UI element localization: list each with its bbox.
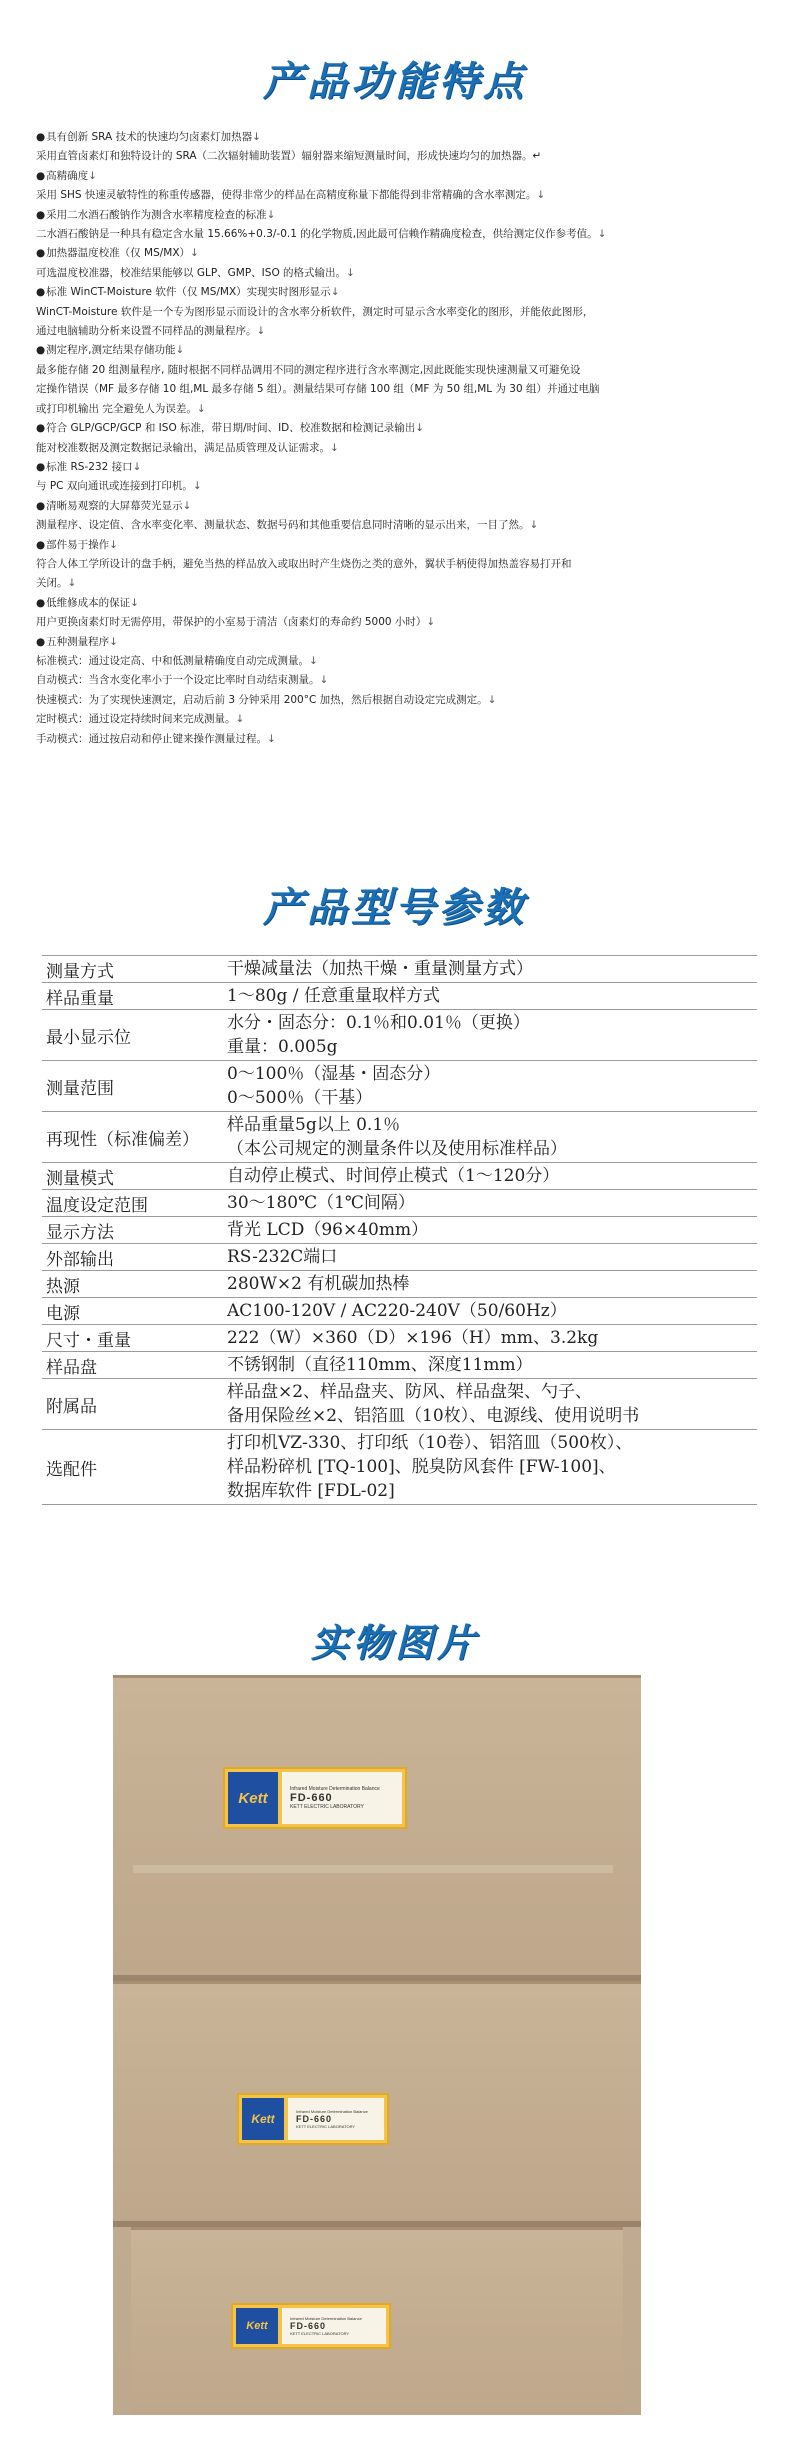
feature-text: 定操作错误（MF 最多存储 10 组,ML 最多存储 5 组）。测量结果可存储 100 组（MF 为 50 组,ML 为 30 组）并通过电脑 (36, 383, 600, 396)
spec-values (227, 1352, 757, 1378)
feature-heading: ● 采用二水酒石酸钠作为测含水率精度检查的标准 ↓ (36, 206, 756, 225)
label-text (282, 2308, 386, 2344)
feature-text: 关闭。 ↓ (36, 574, 756, 593)
spec-value: 不锈钢制（直径110mm、深度11mm） (227, 1355, 533, 1375)
spec-values (227, 956, 757, 982)
feature-text: 标准模式：通过设定高、中和低测量精确度自动完成测量。 ↓ (36, 652, 756, 671)
spec-row (42, 1010, 757, 1061)
spec-key: 再现性（标准偏差） (46, 1129, 199, 1150)
spec-key: 外部输出 (46, 1249, 114, 1270)
spec-row (42, 1190, 757, 1217)
spec-value: （本公司规定的测量条件以及使用标准样品） (227, 1139, 567, 1159)
label-model: FD-660 (296, 2114, 333, 2124)
spec-values (227, 1298, 757, 1324)
spec-row (42, 1163, 757, 1190)
feature-text: 与 PC 双向通讯或连接到打印机。 ↓ (36, 477, 756, 496)
spec-value: 222（W）×360（D）×196（H）mm、3.2kg (227, 1328, 599, 1348)
label-line1: Infrared Moisture Determination Balance (290, 2316, 362, 2321)
spec-values (227, 1163, 757, 1189)
feature-text: 采用 SHS 快速灵敏特性的称重传感器，使得非常少的样品在高精度称量下都能得到非常精确的含水率测定。 ↓ (36, 186, 756, 205)
spec-row (42, 1112, 757, 1163)
spec-values (227, 1112, 757, 1162)
spec-key: 温度设定范围 (46, 1195, 148, 1216)
spec-key: 附属品 (46, 1396, 97, 1417)
specs-title: 产品型号参数 (263, 885, 527, 931)
spec-values (227, 1244, 757, 1270)
spec-value: 280W×2 有机碳加热棒 (227, 1274, 410, 1294)
spec-key: 热源 (46, 1276, 80, 1297)
spec-value: 样品盘×2、样品盘夹、防风、样品盘架、勺子、 (227, 1382, 593, 1402)
product-label (223, 1767, 407, 1829)
feature-text: 测量程序、设定值、含水率变化率、测量状态、数据号码和其他重要信息同时清晰的显示出来，一目了然。 ↓ (36, 516, 756, 535)
kett-logo: Kett (228, 1772, 278, 1824)
spec-value: 样品粉碎机 [TQ-100]、脱臭防风套件 [FW-100]、 (227, 1457, 616, 1477)
spec-values (227, 983, 757, 1009)
spec-row (42, 1430, 757, 1505)
spec-row (42, 1379, 757, 1430)
spec-value: 重量：0.005g (227, 1037, 338, 1057)
spec-value: 自动停止模式、时间停止模式（1～120分） (227, 1166, 560, 1186)
spec-key: 最小显示位 (46, 1027, 131, 1048)
feature-heading: ● 符合 GLP/GCP/GCP 和 ISO 标准，带日期/时间、ID、校准数据和检测记录输出 ↓ (36, 419, 756, 438)
label-text (282, 1772, 402, 1824)
feature-heading: ● 高精确度 ↓ (36, 167, 756, 186)
photos-title: 实物图片 (310, 1621, 479, 1665)
spec-value: 1～80g / 任意重量取样方式 (227, 986, 440, 1006)
feature-text: 快速模式：为了实现快速测定，启动后前 3 分钟采用 200°C 加热，然后根据自动设定完成测定。 ↓ (36, 691, 756, 710)
spec-key: 样品盘 (46, 1357, 97, 1378)
label-text (288, 2098, 384, 2140)
product-photo (113, 1675, 641, 2415)
label-line1: Infrared Moisture Determination Balance (296, 2109, 368, 2114)
spec-value: AC100-120V / AC220-240V（50/60Hz） (227, 1301, 567, 1321)
spec-value: 样品重量5g以上 0.1％ (227, 1115, 401, 1135)
spec-row (42, 1244, 757, 1271)
feature-heading: ● 部件易于操作 ↓ (36, 536, 756, 555)
feature-heading: ● 低维修成本的保证 ↓ (36, 594, 756, 613)
spec-value: 30～180℃（1℃间隔） (227, 1193, 415, 1213)
spec-value: 备用保险丝×2、铝箔皿（10枚）、电源线、使用说明书 (227, 1406, 640, 1426)
spec-values (227, 1379, 757, 1429)
feature-text: 二水酒石酸钠是一种具有稳定含水量 15.66%+0.3/-0.1 的化学物质,因此最可信赖作精确度检查，供给测定仪作参考值。 ↓ (36, 225, 756, 244)
label-line2: KETT ELECTRIC LABORATORY (290, 2331, 350, 2336)
spec-key: 测量方式 (46, 961, 114, 982)
kett-logo: Kett (242, 2098, 284, 2140)
spec-value: 0～100％（湿基・固态分） (227, 1064, 441, 1084)
spec-value: 0～500％（干基） (227, 1088, 373, 1108)
spec-key: 测量模式 (46, 1168, 114, 1189)
spec-row (42, 955, 757, 983)
feature-heading: ● 测定程序,测定结果存储功能 ↓ (36, 341, 756, 360)
features-title: 产品功能特点 (263, 59, 527, 105)
feature-text: WinCT-Moisture 软件是一个专为图形显示而设计的含水率分析软件，测定时可显示含水率变化的图形，并能依此图形， (36, 305, 594, 318)
feature-heading: ● 标准 RS-232 接口 ↓ (36, 458, 756, 477)
spec-values (227, 1010, 757, 1060)
feature-heading: ● 加热器温度校准（仅 MS/MX） ↓ (36, 244, 756, 263)
spec-key: 测量范围 (46, 1078, 114, 1099)
spec-row (42, 1061, 757, 1112)
spec-key: 显示方法 (46, 1222, 114, 1243)
feature-text: 手动模式：通过按启动和停止键来操作测量过程。 ↓ (36, 730, 756, 749)
feature-text: 采用直管卤素灯和独特设计的 SRA（二次辐射辅助装置）辐射器来缩短测量时间，形成快速均匀的加热器。↵ (36, 150, 542, 163)
spec-values (227, 1271, 757, 1297)
label-model: FD-660 (290, 2321, 327, 2331)
label-line2: KETT ELECTRIC LABORATORY (296, 2124, 356, 2129)
spec-row (42, 1271, 757, 1298)
spec-values (227, 1190, 757, 1216)
spec-row (42, 1325, 757, 1352)
spec-key: 选配件 (46, 1459, 97, 1480)
spec-value: 干燥减量法（加热干燥・重量测量方式） (227, 959, 533, 979)
spec-value: 打印机VZ-330、打印纸（10卷）、铝箔皿（500枚）、 (227, 1433, 633, 1453)
feature-text: 用户更换卤素灯时无需停用，带保护的小室易于清洁（卤素灯的寿命约 5000 小时） ↓ (36, 613, 756, 632)
spec-key: 样品重量 (46, 988, 114, 1009)
feature-text: 可选温度校准器，校准结果能够以 GLP、GMP、ISO 的格式输出。 ↓ (36, 264, 756, 283)
product-label (231, 2303, 391, 2349)
feature-heading: ● 标准 WinCT-Moisture 软件（仅 MS/MX）实现实时图形显示 ↓ (36, 283, 756, 302)
spec-values (227, 1061, 757, 1111)
feature-text: 自动模式：当含水变化率小于一个设定比率时自动结束测量。 ↓ (36, 671, 756, 690)
tape-strip (133, 1865, 613, 1873)
feature-heading: ● 清晰易观察的大屏幕荧光显示 ↓ (36, 497, 756, 516)
specs-table (42, 955, 757, 1505)
spec-row (42, 1298, 757, 1325)
feature-heading: ● 五种测量程序 ↓ (36, 633, 756, 652)
feature-text: 或打印机输出 完全避免人为误差。 ↓ (36, 400, 756, 419)
feature-text: 定时模式：通过设定持续时间来完成测量。 ↓ (36, 710, 756, 729)
spec-value: 背光 LCD（96×40mm） (227, 1220, 429, 1240)
spec-values (227, 1217, 757, 1243)
spec-key: 尺寸・重量 (46, 1330, 131, 1351)
features-list (36, 128, 756, 749)
label-line2: KETT ELECTRIC LABORATORY (290, 1804, 364, 1810)
spec-values (227, 1325, 757, 1351)
feature-text: 能对校准数据及测定数据记录输出，满足品质管理及认证需求。 ↓ (36, 439, 756, 458)
feature-text: 通过电脑辅助分析来设置不同样品的测量程序。 ↓ (36, 322, 756, 341)
feature-text: 符合人体工学所设计的盘手柄，避免当热的样品放入或取出时产生烧伤之类的意外，翼状手柄使得加热盖容易打开和 (36, 557, 572, 570)
feature-heading: ● 具有创新 SRA 技术的快速均匀卤素灯加热器 ↓ (36, 128, 756, 147)
spec-row (42, 983, 757, 1010)
spec-row (42, 1217, 757, 1244)
feature-text: 最多能存储 20 组测量程序, 随时根据不同样品调用不同的测定程序进行含水率测定,因此既能实现快速测量又可避免设 (36, 363, 581, 376)
spec-values (227, 1430, 757, 1504)
label-model: FD-660 (290, 1792, 333, 1804)
product-label (237, 2093, 389, 2145)
spec-row (42, 1352, 757, 1379)
spec-value: RS-232C端口 (227, 1247, 338, 1267)
spec-key: 电源 (46, 1303, 80, 1324)
spec-value: 数据库软件 [FDL-02] (227, 1481, 395, 1501)
label-line1: Infrared Moisture Determination Balance (290, 1786, 380, 1792)
kett-logo: Kett (236, 2308, 278, 2344)
spec-value: 水分・固态分：0.1％和0.01％（更换） (227, 1013, 530, 1033)
